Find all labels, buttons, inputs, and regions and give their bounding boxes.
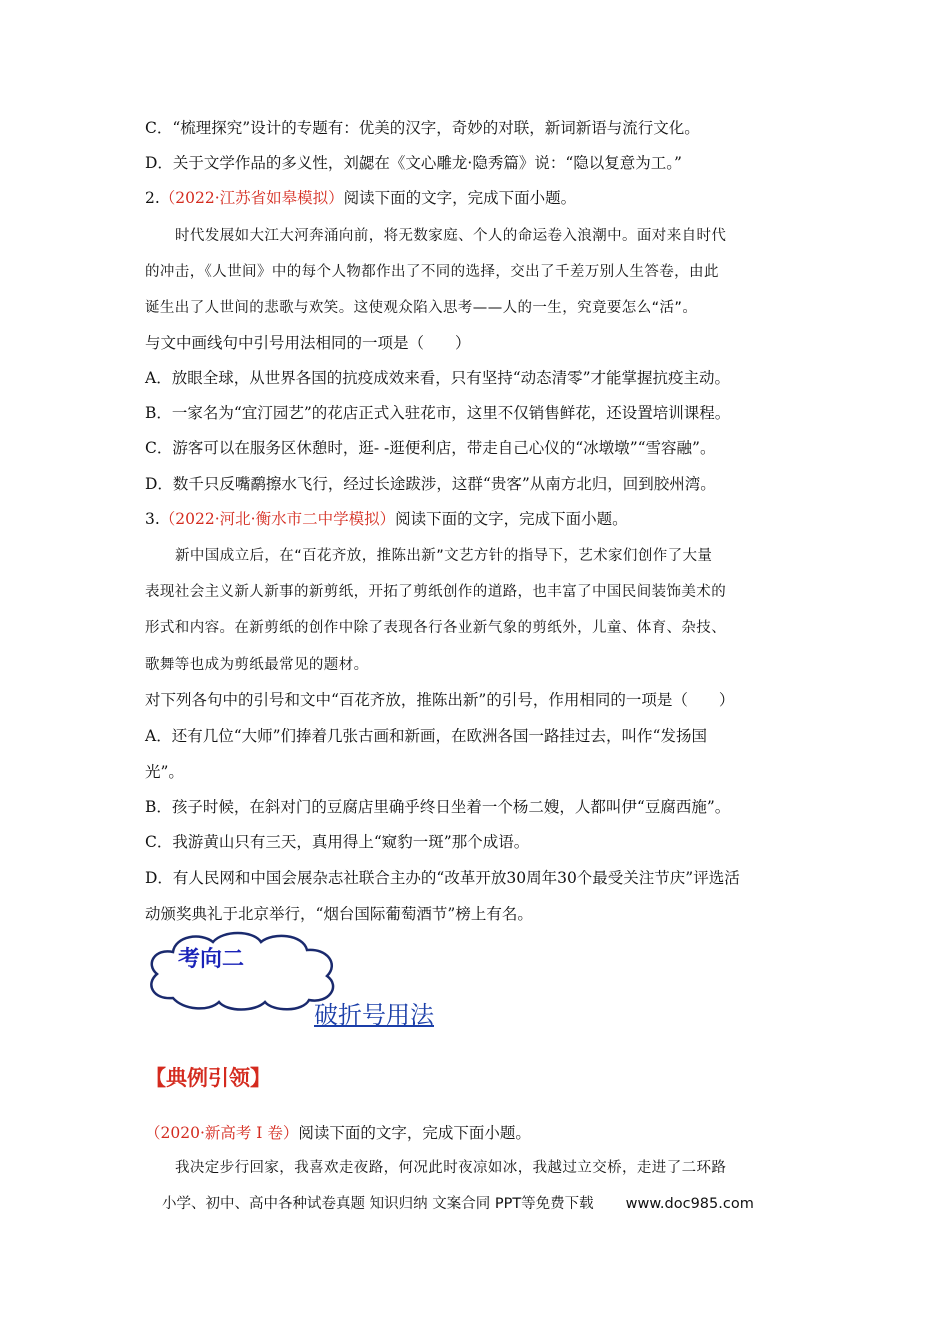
footer: [162, 1192, 754, 1213]
q3-instruction: 阅读下面的文字，完成下面小题。: [395, 510, 628, 528]
q1-option-d: D．关于文学作品的多义性，刘勰在《文心雕龙·隐秀篇》说：“隐以复意为工。”: [145, 154, 682, 172]
q3-option-d-line-2: 动颁奖典礼于北京举行，“烟台国际葡萄酒节”榜上有名。: [145, 905, 533, 923]
q3-passage-line-1: 新中国成立后，在“百花齐放，推陈出新”文艺方针的指导下，艺术家们创作了大量: [175, 548, 713, 564]
q2-number: 2.: [145, 189, 160, 207]
q1-option-c: C．“梳理探究”设计的专题有：优美的汉字，奇妙的对联，新词新语与流行文化。: [145, 119, 700, 137]
q3-option-a-line-2: 光”。: [145, 763, 184, 781]
footer-url: www.doc985.com: [625, 1196, 754, 1212]
q2-option-b: B．一家名为“宜汀园艺”的花店正式入驻花市，这里不仅销售鲜花，还设置培训课程。: [145, 404, 731, 422]
q3-option-b: B．孩子时候，在斜对门的豆腐店里确乎终日坐着一个杨二嫂，人都叫伊“豆腐西施”。: [145, 798, 731, 816]
q2-passage-line-3: 诞生出了人世间的悲歌与欢笑。这使观众陷入思考——人的一生，究竟要怎么“活”。: [145, 300, 698, 316]
q2-passage-line-2: 的冲击，《人世间》中的每个人物都作出了不同的选择，交出了千差万别人生答卷，由此: [145, 264, 719, 280]
q2-option-a: A．放眼全球，从世界各国的抗疫成效来看，只有坚持“动态清零”才能掌握抗疫主动。: [145, 369, 731, 387]
q3-option-a-line-1: A．还有几位“大师”们捧着几张古画和新画，在欧洲各国一路挂过去，叫作“发扬国: [145, 727, 707, 745]
q3-heading: [145, 509, 628, 529]
q2-instruction: 阅读下面的文字，完成下面小题。: [343, 189, 577, 207]
cloud-badge-label: 考向二: [178, 946, 245, 972]
q2-heading: [145, 188, 576, 208]
q3-option-d-line-1: D．有人民网和中国会展杂志社联合主办的“改革开放30周年30个最受关注节庆”评选活: [145, 869, 740, 887]
q2-passage-line-1: 时代发展如大江大河奔涌向前，将无数家庭、个人的命运卷入浪潮中。面对来自时代: [175, 228, 727, 244]
q3-source: （2022·河北·衡水市二中学模拟）: [159, 510, 396, 528]
example-heading-line: [145, 1123, 531, 1143]
example-instruction: 阅读下面的文字，完成下面小题。: [298, 1124, 531, 1142]
q2-option-d: D．数千只反嘴鹬擦水飞行，经过长途跋涉，这群“贵客”从南方北归，回到胶州湾。: [145, 475, 716, 493]
q2-stem: 与文中画线句中引号用法相同的一项是（ ）: [145, 334, 471, 352]
q3-number: 3.: [145, 510, 160, 528]
example-heading: 【典例引领】: [145, 1065, 271, 1090]
q2-source: （2022·江苏省如皋模拟）: [159, 189, 344, 207]
q3-option-c: C．我游黄山只有三天，真用得上“窥豹一斑”那个成语。: [145, 833, 530, 851]
q3-stem: 对下列各句中的引号和文中“百花齐放，推陈出新”的引号，作用相同的一项是（ ）: [145, 691, 735, 709]
example-passage-line-1: 我决定步行回家，我喜欢走夜路，何况此时夜凉如冰，我越过立交桥，走进了二环路: [175, 1160, 727, 1176]
q2-option-c: C．游客可以在服务区休憩时，逛- -逛便利店，带走自己心仪的“冰墩墩”“雪容融”。: [145, 439, 716, 457]
example-source: （2020·新高考 I 卷）: [145, 1124, 299, 1142]
q3-passage-line-4: 歌舞等也成为剪纸最常见的题材。: [145, 657, 369, 673]
q3-passage-line-3: 形式和内容。在新剪纸的创作中除了表现各行各业新气象的剪纸外，儿童、体育、杂技、: [145, 620, 727, 636]
footer-text: 小学、初中、高中各种试卷真题 知识归纳 文案合同 PPT等免费下载: [162, 1196, 594, 1212]
q3-passage-line-2: 表现社会主义新人新事的新剪纸，开拓了剪纸创作的道路，也丰富了中国民间装饰美术的: [145, 584, 727, 600]
section-title: 破折号用法: [314, 1001, 434, 1029]
